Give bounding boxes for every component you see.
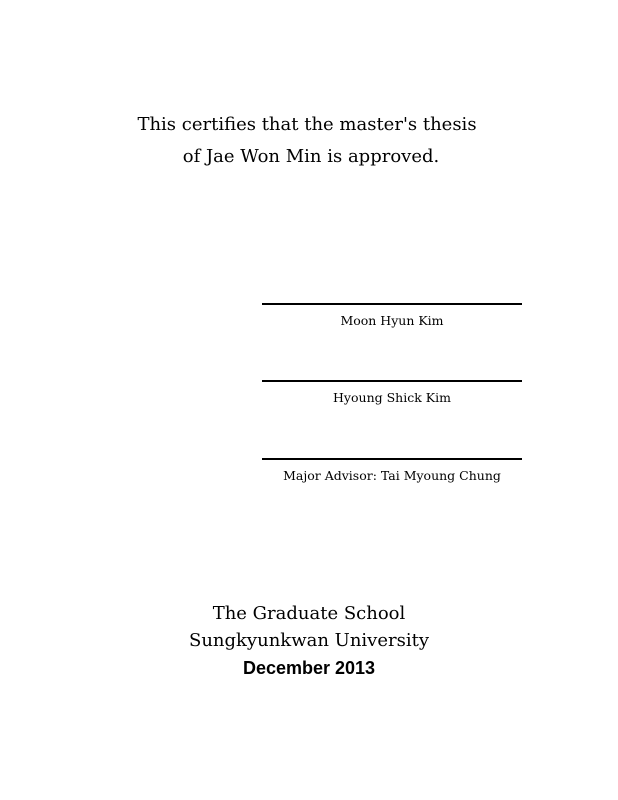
signature-block-3 (262, 458, 522, 484)
university-name: Sungkyunkwan University (188, 630, 429, 651)
committee-member-name: Hyoung Shick Kim (333, 390, 451, 405)
signature-line (262, 458, 522, 460)
certification-text-line-1: This certifies that the master's thesis (137, 114, 477, 135)
approval-date: December 2013 (242, 658, 376, 678)
major-advisor-name: Major Advisor: Tai Myoung Chung (283, 468, 501, 483)
signature-block-2 (262, 380, 522, 406)
signature-line (262, 303, 522, 305)
committee-member-name: Moon Hyun Kim (340, 313, 444, 328)
graduate-school-name: The Graduate School (212, 603, 406, 624)
signature-block-1 (262, 303, 522, 329)
certification-text-line-2: of Jae Won Min is approved. (182, 146, 440, 167)
signature-line (262, 380, 522, 382)
